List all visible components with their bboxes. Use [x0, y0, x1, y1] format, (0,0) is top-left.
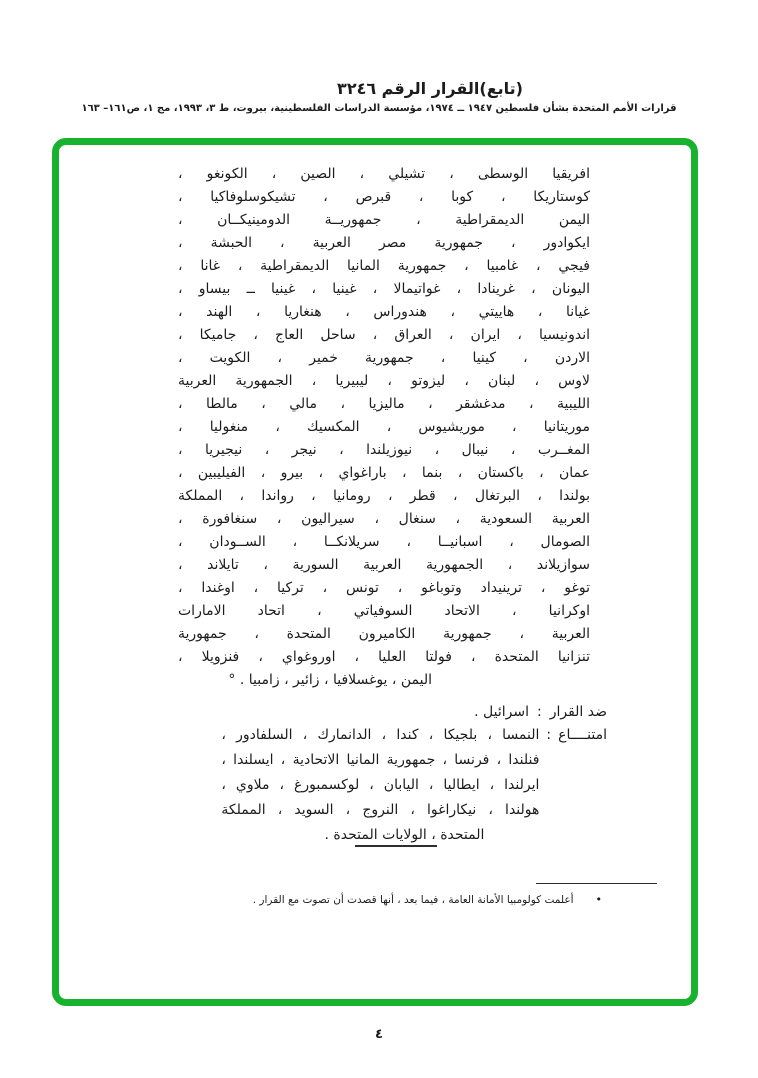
in-favor-line: لاوس ، لبنان ، ليزوتو ، ليبيريا ، الجمهورية العربية	[178, 373, 590, 389]
in-favor-line: افريقيا الوسطى ، تشيلي ، الصين ، الكونغو ،	[178, 166, 590, 182]
in-favor-line: العربية السعودية ، سنغال ، سيراليون ، سنغافورة ،	[178, 511, 590, 527]
against-row	[474, 701, 607, 724]
in-favor-line: اندونيسيا ، ايران ، العراق ، ساحل العاج ، جاميكا ،	[178, 327, 590, 343]
in-favor-line: بولندا ، البرتغال ، قطر ، رومانيا ، رواندا ، المملكة	[178, 488, 590, 504]
against-value: اسرائيل .	[474, 704, 529, 720]
footnote-text: أعلمت كولومبيا الأمانة العامة ، فيما بعد ، أنها قصدت أن تصوت مع القرار .	[252, 894, 574, 906]
in-favor-line: اليونان ، غرينادا ، غواتيمالا ، غينيا ، غينيا ــ بيساو ،	[178, 281, 590, 297]
abstain-colon: :	[546, 727, 552, 743]
in-favor-line: غيانا ، هاييتي ، هندوراس ، هنغاريا ، الهند ،	[178, 304, 590, 320]
document-title: (تابع)القرار الرقم ٣٢٤٦	[337, 79, 523, 98]
in-favor-line: اوكرانيا ، الاتحاد السوفياتي ، اتحاد الامارات	[178, 603, 590, 619]
in-favor-country-list	[178, 163, 590, 692]
in-favor-line: عمان ، باكستان ، بنما ، باراغواي ، بيرو ، الفيليبين ،	[178, 465, 590, 481]
in-favor-line: توغو ، ترينيداد وتوباغو ، تونس ، تركيا ، اوغندا ،	[178, 580, 590, 596]
abstain-line: النمسا ، بلجيكا ، كندا ، الدانمارك ، السلفادور ،	[221, 727, 540, 743]
in-favor-line: تنزانيا المتحدة ، فولتا العليا ، اوروغواي ، فنزويلا ،	[178, 649, 590, 665]
in-favor-line: كوستاريكا ، كوبا ، قبرص ، تشيكوسلوفاكيا ،	[178, 189, 590, 205]
resolution-box-content	[59, 145, 691, 999]
abstain-line-last: المتحدة ، الولايات المتحدة .	[324, 827, 485, 843]
resolution-highlight-box	[52, 138, 698, 1006]
in-favor-line: الصومال ، اسبانيــا ، سريلانكــا ، الســودان ،	[178, 534, 590, 550]
footnote-bullet-marker: •	[595, 893, 602, 906]
footnote	[253, 892, 602, 908]
page-number: ٤	[375, 1027, 383, 1042]
in-favor-line: المغــرب ، نيبال ، نيوزيلندا ، نيجر ، نيجيريا ،	[178, 442, 590, 458]
abstain-line: فنلندا ، فرنسا ، جمهورية المانيا الاتحادية ، ايسلندا ،	[221, 752, 540, 768]
against-label: ضد القرار	[549, 704, 607, 720]
abstain-line: ايرلندا ، ايطاليا ، اليابان ، لوكسمبورغ ، ملاوي ،	[221, 777, 540, 793]
end-of-text-rule	[355, 845, 437, 847]
in-favor-line: ايكوادور ، جمهورية مصر العربية ، الحبشة ،	[178, 235, 590, 251]
abstain-label: امتنــــاع	[558, 727, 607, 743]
against-colon: :	[536, 704, 542, 720]
footnote-separator-rule	[536, 883, 657, 884]
document-subtitle: قرارات الأمم المتحدة بشأن فلسطين ١٩٤٧ ــ ١٩٧٤، مؤسسة الدراسات الفلسطينية، بيروت، ط ٣، ١٩٩٣، مج ١، ص١٦١– ١٦٣	[81, 103, 677, 114]
in-favor-line: سوازيلاند ، الجمهورية العربية السورية ، تايلاند ،	[178, 557, 590, 573]
in-favor-line: الاردن ، كينيا ، جمهورية خمير ، الكويت ،	[178, 350, 590, 366]
in-favor-line: موريتانيا ، موريشيوس ، المكسيك ، منغوليا ،	[178, 419, 590, 435]
in-favor-line: العربية ، جمهورية الكاميرون المتحدة ، جمهورية	[178, 626, 590, 642]
abstain-line: هولندا ، نيكاراغوا ، النروج ، السويد ، المملكة	[221, 802, 540, 818]
in-favor-line-last-with-footnote-mark: اليمن ، يوغسلافيا ، زائير ، زامبيا . °	[228, 672, 432, 688]
in-favor-line: فيجي ، غامبيا ، جمهورية المانيا الديمقراطية ، غانا ،	[178, 258, 590, 274]
in-favor-line: اليمن الديمقراطية ، جمهوريــة الدومينيكــان ،	[178, 212, 590, 228]
in-favor-line: الليبية ، مدغشقر ، ماليزيا ، مالي ، مالطا ،	[178, 396, 590, 412]
abstain-row	[221, 723, 607, 848]
abstain-country-list	[221, 723, 539, 848]
